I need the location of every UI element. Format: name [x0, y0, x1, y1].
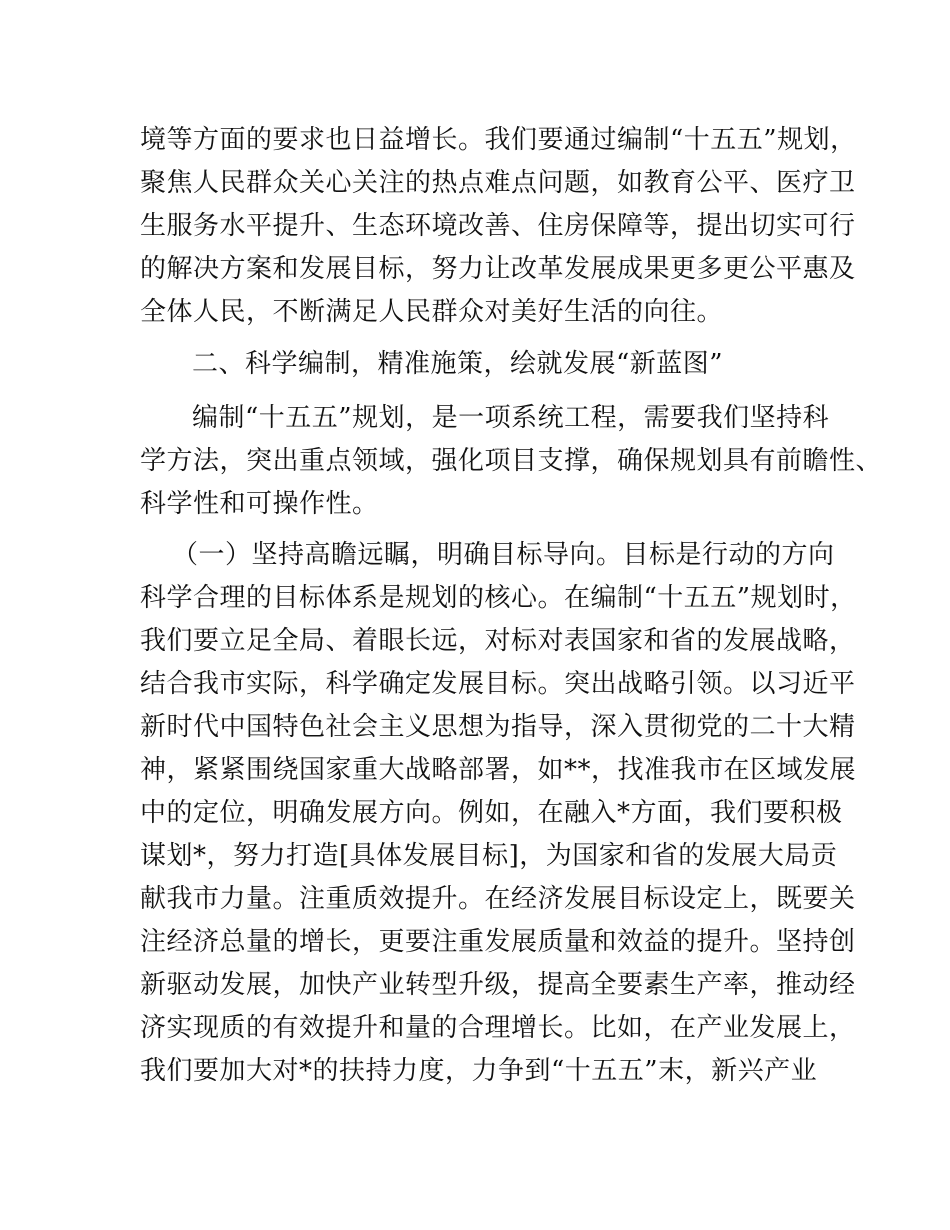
subsection-heading-line: （一）坚持高瞻远瞩，明确目标导向。目标是行动的方向	[172, 540, 835, 570]
paragraph-line: 编制“十五五”规划，是一项系统工程，需要我们坚持科	[192, 403, 830, 433]
paragraph-line: 新时代中国特色社会主义思想为指导，深入贯彻党的二十大精	[140, 712, 856, 742]
paragraph-line: 新驱动发展，加快产业转型升级，提高全要素生产率，推动经	[140, 970, 856, 1000]
paragraph-line: 神，紧紧围绕国家重大战略部署，如**，找准我市在区域发展	[140, 755, 857, 785]
paragraph-line: 注经济总量的增长，更要注重发展质量和效益的提升。坚持创	[140, 927, 856, 957]
paragraph-line: 结合我市实际，科学确定发展目标。突出战略引领。以习近平	[140, 669, 856, 699]
paragraph-line: 我们要加大对*的扶持力度，力争到“十五五”末，新兴产业	[140, 1056, 818, 1086]
paragraph-line: 学方法，突出重点领域，强化项目支撑，确保规划具有前瞻性、	[140, 446, 883, 476]
paragraph-line: 的解决方案和发展目标，努力让改革发展成果更多更公平惠及	[140, 254, 856, 284]
paragraph-line: 全体人民，不断满足人民群众对美好生活的向往。	[140, 297, 724, 327]
paragraph-line: 科学性和可操作性。	[140, 489, 379, 519]
paragraph-line: 献我市力量。注重质效提升。在经济发展目标设定上，既要关	[140, 884, 856, 914]
paragraph-line: 聚焦人民群众关心关注的热点难点问题，如教育公平、医疗卫	[140, 168, 856, 198]
paragraph-line: 境等方面的要求也日益增长。我们要通过编制“十五五”规划，	[140, 125, 857, 155]
paragraph-line: 谋划*，努力打造[具体发展目标]，为国家和省的发展大局贡	[140, 841, 838, 871]
paragraph-line: 中的定位，明确发展方向。例如，在融入*方面，我们要积极	[140, 798, 843, 828]
paragraph-line: 生服务水平提升、生态环境改善、住房保障等，提出切实可行	[140, 211, 856, 241]
paragraph-line: 科学合理的目标体系是规划的核心。在编制“十五五”规划时，	[140, 583, 857, 613]
paragraph-line: 我们要立足全局、着眼长远，对标对表国家和省的发展战略，	[140, 626, 856, 656]
section-heading: 二、科学编制，精准施策，绘就发展“新蓝图”	[192, 349, 724, 379]
paragraph-line: 济实现质的有效提升和量的合理增长。比如，在产业发展上，	[140, 1013, 856, 1043]
